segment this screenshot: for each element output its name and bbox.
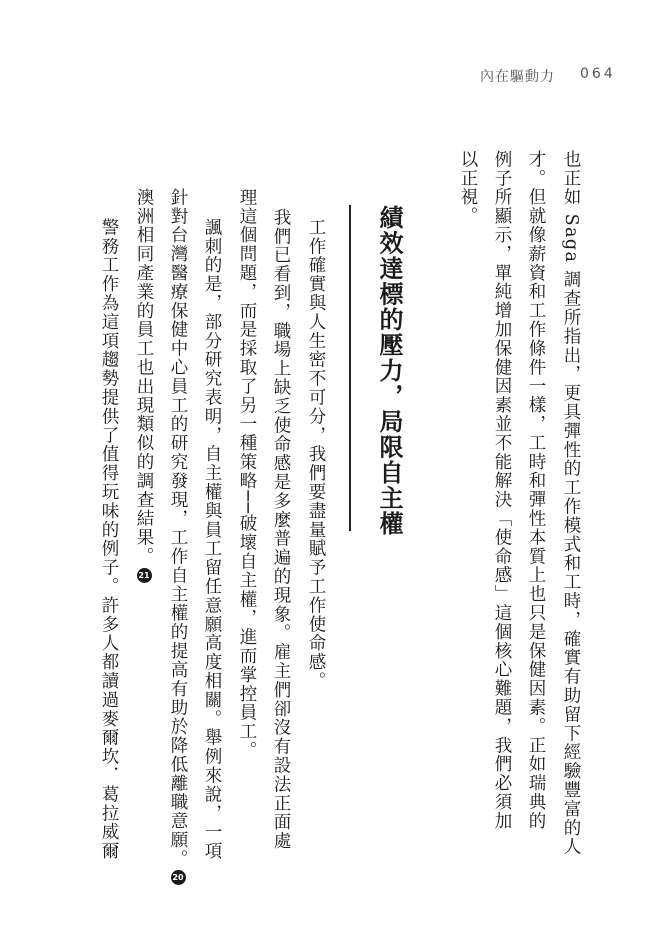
- page-number: 064: [580, 66, 616, 82]
- text-line: 理這個問題，而是採取了另一種策略──破壞自主權，進而掌控員工。: [237, 188, 257, 760]
- text-line-body: 針對台灣醫療保健中心員工的研究發現，工作自主權的提高有助於降低離職意願。: [168, 188, 188, 869]
- footnote-marker: 20: [171, 870, 186, 885]
- text-line-body: 澳洲相同產業的員工也出現類似的調查結果。: [134, 188, 154, 566]
- text-line: [131, 188, 157, 585]
- text-line: 以正視。: [458, 150, 478, 226]
- heading-rule: [349, 205, 351, 531]
- text-line: [165, 188, 191, 887]
- text-line: 警務工作為這項趨勢提供了值得玩味的例子。許多人都讀過麥爾坎．葛拉威爾: [99, 218, 119, 861]
- footnote-marker: 21: [137, 568, 152, 583]
- text-line: 諷刺的是，部分研究表明，自主權與員工留任意願高度相關。舉例來說，一項: [202, 218, 222, 861]
- text-line: 我們已看到，職場上缺乏使命感是多麼普遍的現象。雇主們卻沒有設法正面處: [271, 208, 291, 851]
- book-title: 內在驅動力: [480, 69, 555, 85]
- text-line: 才。但就像薪資和工作條件一樣，工時和彈性本質上也只是保健因素。正如瑞典的: [526, 150, 546, 831]
- section-heading: 績效達標的壓力，局限自主權: [375, 205, 403, 537]
- text-line: 也正如 Saga 調查所指出，更具彈性的工作模式和工時，確實有助留下經驗豐富的人: [561, 150, 581, 857]
- text-line: 例子所顯示，單純增加保健因素並不能解決「使命感」這個核心難題，我們必須加: [492, 150, 512, 831]
- text-line: 工作確實與人生密不可分，我們要盡量賦予工作使命感。: [306, 218, 326, 691]
- running-header: [430, 66, 630, 88]
